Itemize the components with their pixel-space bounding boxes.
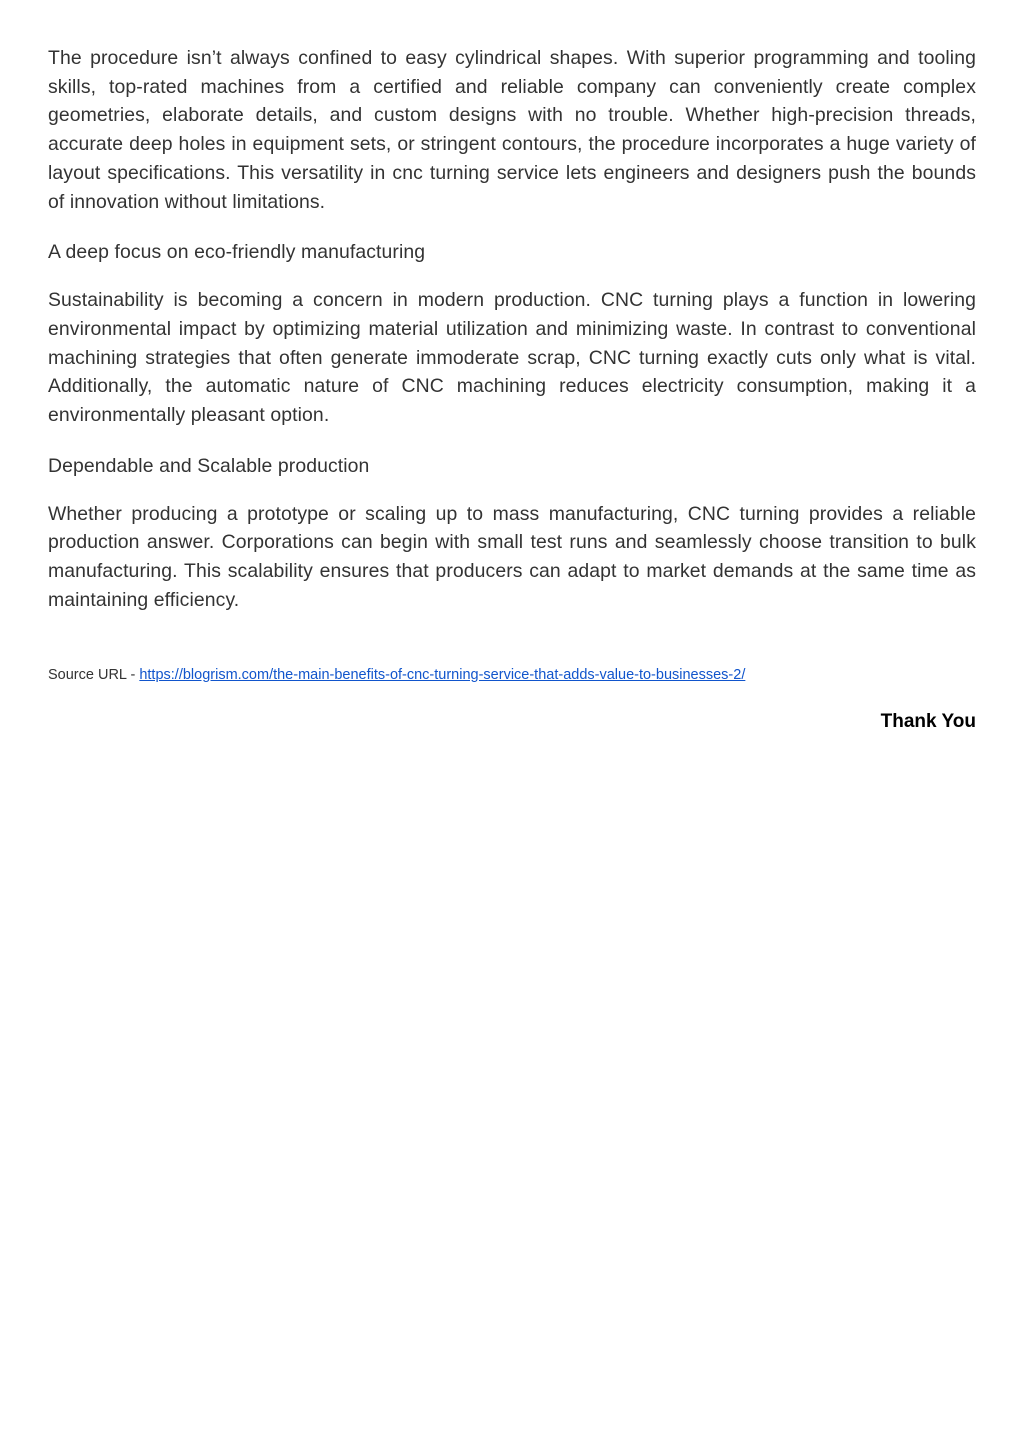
- paragraph-versatility: The procedure isn’t always confined to easy cylindrical shapes. With superior programming and tooling skills, top-rated machines from a certified and reliable company can conveniently create complex geometries, elaborate details, and custom designs with no trouble. Whether high-precision threads, accurate deep holes in equipment sets, or stringent contours, the procedure incorporates a huge variety of layout specifications. This versatility in cnc turning service lets engineers and designers push the bounds of innovation without limitations.: [48, 47, 976, 213]
- paragraph-sustainability: Sustainability is becoming a concern in modern production. CNC turning plays a function in lowering environmental impact by optimizing material utilization and minimizing waste. In contrast to conventional machining strategies that often generate immoderate scrap, CNC turning exactly cuts only what is vital. Additionally, the automatic nature of CNC machining reduces electricity consumption, making it a environmentally pleasant option.: [48, 289, 976, 427]
- source-link[interactable]: https://blogrism.com/the-main-benefits-of-cnc-turning-service-that-adds-value-to-businesses-2/: [139, 666, 746, 683]
- thank-you-text: Thank You: [880, 710, 976, 732]
- document-page: [48, 44, 976, 735]
- paragraph-scalability: Whether producing a prototype or scaling up to mass manufacturing, CNC turning provides a reliable production answer. Corporations can begin with small test runs and seamlessly choose transition to bulk manufacturing. This scalability ensures that producers can adapt to market demands at the same time as maintaining efficiency.: [48, 502, 976, 611]
- heading-scalable-production: Dependable and Scalable production: [48, 454, 370, 477]
- source-line: [48, 665, 976, 685]
- heading-eco-friendly: A deep focus on eco-friendly manufacturing: [48, 241, 426, 264]
- source-label: Source URL -: [48, 666, 140, 683]
